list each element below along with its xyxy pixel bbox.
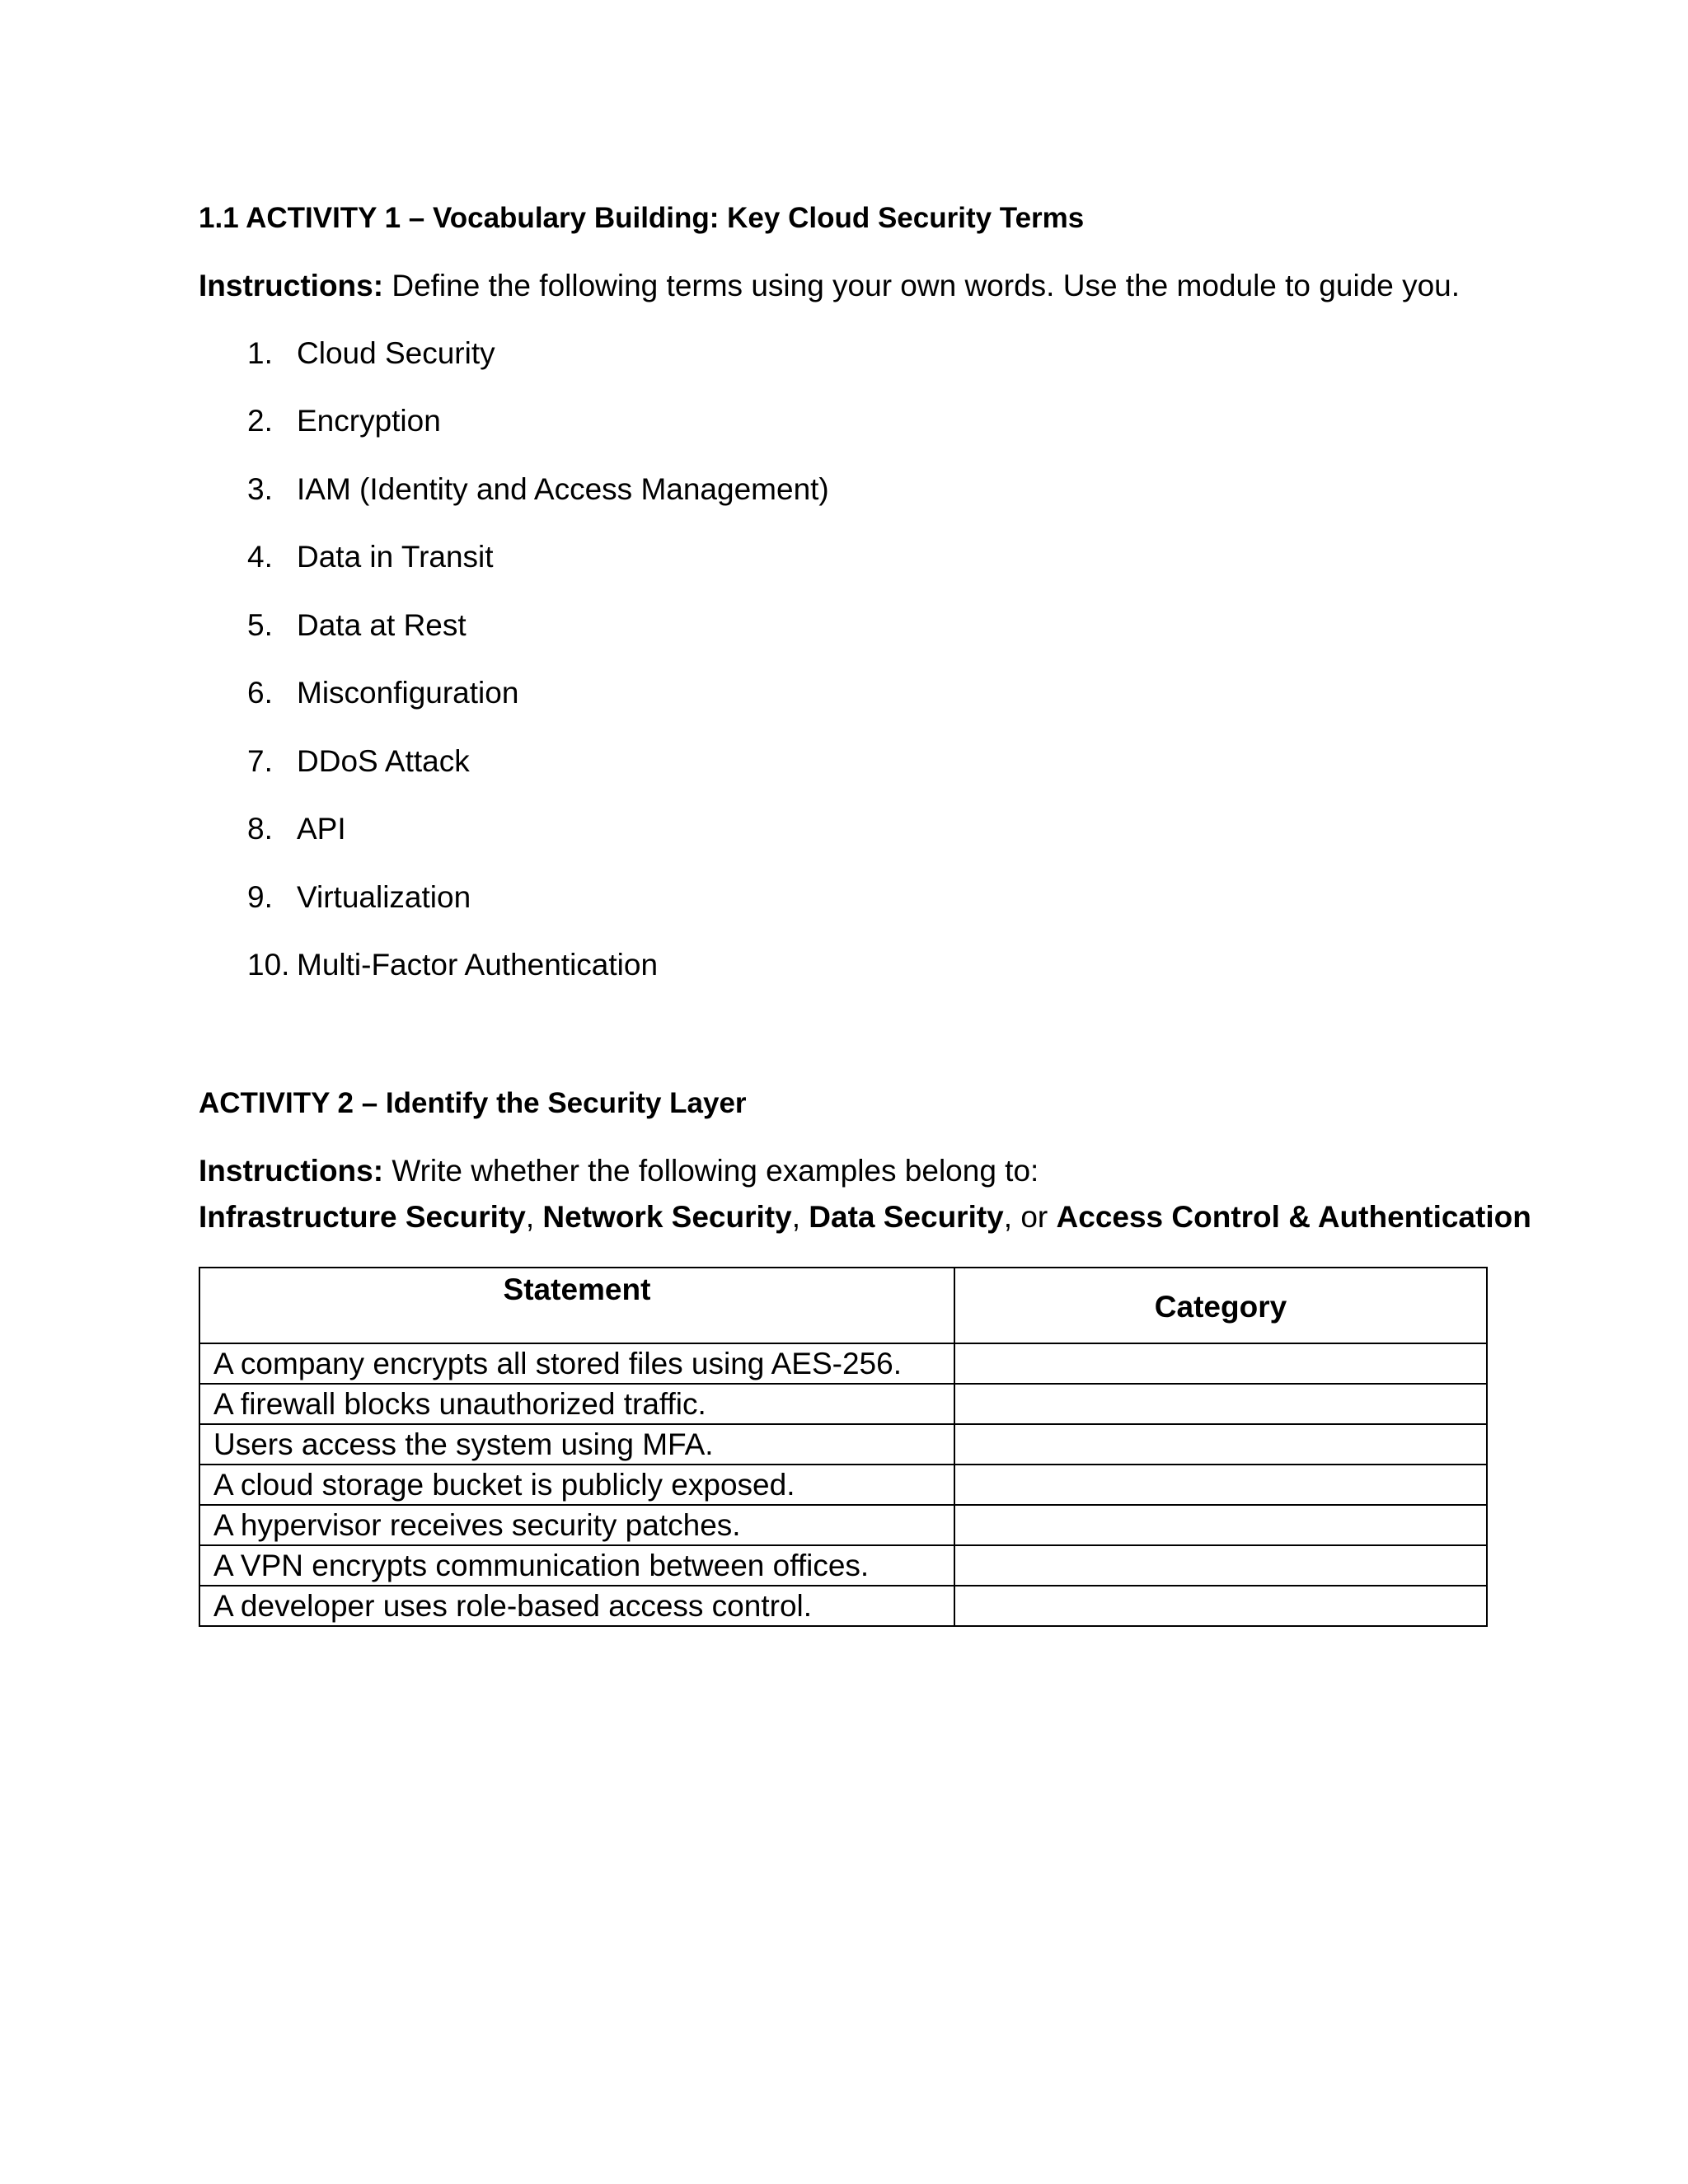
list-item xyxy=(247,675,518,711)
statement-cell: A developer uses role-based access control. xyxy=(199,1586,954,1626)
list-item-text: IAM (Identity and Access Management) xyxy=(297,472,829,506)
list-item-text: DDoS Attack xyxy=(297,744,470,778)
list-item-text: Data in Transit xyxy=(297,540,494,574)
list-item-number: 8. xyxy=(247,812,273,846)
list-item-text: Data at Rest xyxy=(297,608,467,642)
activity2-instructions-label: Instructions: xyxy=(199,1154,384,1188)
list-item-text: Misconfiguration xyxy=(297,676,519,710)
activity2-instructions-text: Write whether the following examples belong to: xyxy=(383,1154,1039,1188)
list-item xyxy=(247,811,346,847)
list-item xyxy=(247,335,495,372)
activity1-instructions-label: Instructions: xyxy=(199,269,384,302)
category-cell[interactable] xyxy=(954,1586,1487,1626)
category-cell[interactable] xyxy=(954,1424,1487,1465)
activity1-instructions-text: Define the following terms using your own words. Use the module to guide you. xyxy=(383,269,1461,302)
list-item-number: 3. xyxy=(247,472,273,506)
statement-cell: Users access the system using MFA. xyxy=(199,1424,954,1465)
list-item xyxy=(247,539,494,575)
activity1-instructions xyxy=(199,268,1460,304)
statement-cell: A hypervisor receives security patches. xyxy=(199,1505,954,1545)
list-item xyxy=(247,879,471,916)
statement-cell: A company encrypts all stored files using AES-256. xyxy=(199,1343,954,1384)
table-row xyxy=(199,1505,1487,1545)
list-item-number: 4. xyxy=(247,540,273,574)
category-cell[interactable] xyxy=(954,1505,1487,1545)
column-header-statement: Statement xyxy=(199,1268,954,1343)
list-item-number: 6. xyxy=(247,676,273,710)
category-option: Network Security xyxy=(542,1200,792,1234)
list-item-number: 1. xyxy=(247,336,273,370)
category-cell[interactable] xyxy=(954,1343,1487,1384)
list-item-number: 2. xyxy=(247,404,273,438)
list-item-number: 7. xyxy=(247,744,273,778)
list-item xyxy=(247,607,467,644)
list-item xyxy=(247,947,658,983)
list-item xyxy=(247,403,441,439)
list-item-text: API xyxy=(297,812,346,846)
list-item-text: Multi-Factor Authentication xyxy=(297,948,659,982)
activity2-title: ACTIVITY 2 – Identify the Security Layer xyxy=(199,1087,747,1119)
list-item-number: 10. xyxy=(247,948,290,982)
activity2-categories-line xyxy=(199,1199,1531,1235)
category-separator: , xyxy=(791,1200,809,1234)
table-row xyxy=(199,1343,1487,1384)
list-item-number: 5. xyxy=(247,608,273,642)
table-row xyxy=(199,1545,1487,1586)
list-item xyxy=(247,743,470,780)
category-cell[interactable] xyxy=(954,1465,1487,1505)
table-row xyxy=(199,1424,1487,1465)
table-row xyxy=(199,1465,1487,1505)
category-cell[interactable] xyxy=(954,1545,1487,1586)
table-row xyxy=(199,1384,1487,1424)
activity1-title: 1.1 ACTIVITY 1 – Vocabulary Building: Key Cloud Security Terms xyxy=(199,202,1085,234)
category-separator: , or xyxy=(1003,1200,1057,1234)
security-layer-table xyxy=(199,1267,1488,1627)
statement-cell: A cloud storage bucket is publicly exposed. xyxy=(199,1465,954,1505)
statement-cell: A firewall blocks unauthorized traffic. xyxy=(199,1384,954,1424)
list-item-text: Cloud Security xyxy=(297,336,495,370)
table-row xyxy=(199,1586,1487,1626)
category-option: Data Security xyxy=(809,1200,1004,1234)
list-item xyxy=(247,471,829,508)
column-header-category: Category xyxy=(954,1268,1487,1343)
list-item-text: Encryption xyxy=(297,404,441,438)
category-option: Access Control & Authentication xyxy=(1056,1200,1531,1234)
statement-cell: A VPN encrypts communication between offices. xyxy=(199,1545,954,1586)
list-item-number: 9. xyxy=(247,880,273,914)
category-separator: , xyxy=(525,1200,543,1234)
category-option: Infrastructure Security xyxy=(199,1200,526,1234)
table-header-row xyxy=(199,1268,1487,1343)
category-cell[interactable] xyxy=(954,1384,1487,1424)
activity2-instructions xyxy=(199,1153,1039,1189)
list-item-text: Virtualization xyxy=(297,880,471,914)
